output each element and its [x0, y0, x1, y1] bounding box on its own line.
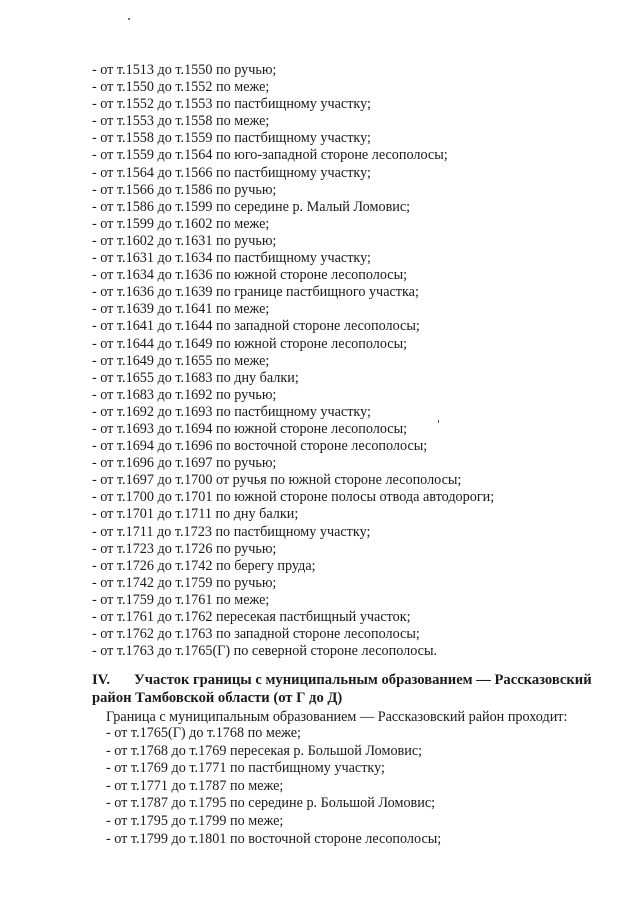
segment-line: - от т.1631 до т.1634 по пастбищному участку;	[92, 250, 371, 267]
segment-line: - от т.1759 до т.1761 по меже;	[92, 591, 270, 608]
segment-line: - от т.1768 до т.1769 пересекая р. Большой Ломовис;	[106, 742, 423, 759]
segment-line: - от т.1726 до т.1742 по берегу пруда;	[92, 557, 316, 574]
segment-line: - от т.1742 до т.1759 по ручью;	[92, 574, 277, 591]
segment-line: - от т.1787 до т.1795 по середине р. Большой Ломовис;	[106, 795, 436, 812]
segment-line: - от т.1634 до т.1636 по южной стороне лесополосы;	[92, 267, 408, 284]
segment-line: - от т.1696 до т.1697 по ручью;	[92, 455, 277, 472]
segment-line: - от т.1771 до т.1787 по меже;	[106, 777, 284, 794]
segment-line: - от т.1765(Г) до т.1768 по меже;	[106, 725, 301, 741]
scan-speck	[128, 18, 130, 20]
boundary-segments-list-top	[92, 62, 612, 660]
segment-line: - от т.1694 до т.1696 по восточной стороне лесополосы;	[92, 438, 428, 455]
scan-speck	[438, 420, 439, 423]
segment-line: - от т.1566 до т.1586 по ручью;	[92, 181, 277, 198]
segment-line: - от т.1769 до т.1771 по пастбищному участку;	[106, 760, 385, 777]
segment-line: - от т.1693 до т.1694 по южной стороне лесополосы;	[92, 420, 408, 437]
boundary-segments-list-bottom	[106, 725, 441, 848]
section-number: IV.	[92, 672, 110, 688]
segment-line: - от т.1649 до т.1655 по меже;	[92, 352, 270, 369]
segment-line: - от т.1762 до т.1763 по западной стороне лесополосы;	[92, 626, 420, 643]
segment-line: - от т.1636 до т.1639 по границе пастбищного участка;	[92, 284, 419, 301]
segment-line: - от т.1513 до т.1550 по ручью;	[92, 62, 277, 78]
segment-line: - от т.1552 до т.1553 по пастбищному участку;	[92, 96, 371, 113]
segment-line: - от т.1586 до т.1599 по середине р. Малый Ломовис;	[92, 198, 411, 215]
segment-line: - от т.1553 до т.1558 по меже;	[92, 113, 270, 130]
segment-line: - от т.1644 до т.1649 по южной стороне лесополосы;	[92, 335, 408, 352]
segment-line: - от т.1701 до т.1711 по дну балки;	[92, 506, 299, 523]
segment-line: - от т.1599 до т.1602 по меже;	[92, 215, 270, 232]
segment-line: - от т.1700 до т.1701 по южной стороне полосы отвода автодороги;	[92, 489, 495, 506]
segment-line: - от т.1761 до т.1762 пересекая пастбищный участок;	[92, 609, 411, 625]
segment-line: - от т.1655 до т.1683 по дну балки;	[92, 369, 299, 386]
segment-line: - от т.1564 до т.1566 по пастбищному участку;	[92, 164, 371, 181]
segment-line: - от т.1639 до т.1641 по меже;	[92, 301, 270, 318]
segment-line: - от т.1799 до т.1801 по восточной стороне лесополосы;	[106, 830, 442, 847]
section-intro: Граница с муниципальным образованием — Рассказовский район проходит:	[106, 709, 568, 725]
segment-line: - от т.1697 до т.1700 от ручья по южной стороне лесополосы;	[92, 472, 462, 489]
segment-line: - от т.1550 до т.1552 по меже;	[92, 79, 270, 96]
segment-line: - от т.1683 до т.1692 по ручью;	[92, 386, 277, 403]
segment-line: - от т.1763 до т.1765(Г) по северной стороне лесополосы.	[92, 643, 438, 660]
segment-line: - от т.1692 до т.1693 по пастбищному участку;	[92, 403, 371, 420]
section-heading	[92, 671, 622, 707]
segment-line: - от т.1641 до т.1644 по западной стороне лесополосы;	[92, 318, 420, 335]
segment-line: - от т.1559 до т.1564 по юго-западной стороне лесополосы;	[92, 147, 448, 164]
segment-line: - от т.1723 до т.1726 по ручью;	[92, 540, 277, 557]
section-title: Участок границы с муниципальным образованием — Рассказовский район Тамбовской области (от Г до Д)	[92, 672, 592, 706]
segment-line: - от т.1558 до т.1559 по пастбищному участку;	[92, 130, 371, 147]
segment-line: - от т.1602 до т.1631 по ручью;	[92, 232, 277, 249]
segment-line: - от т.1795 до т.1799 по меже;	[106, 812, 284, 829]
segment-line: - от т.1711 до т.1723 по пастбищному участку;	[92, 523, 371, 540]
